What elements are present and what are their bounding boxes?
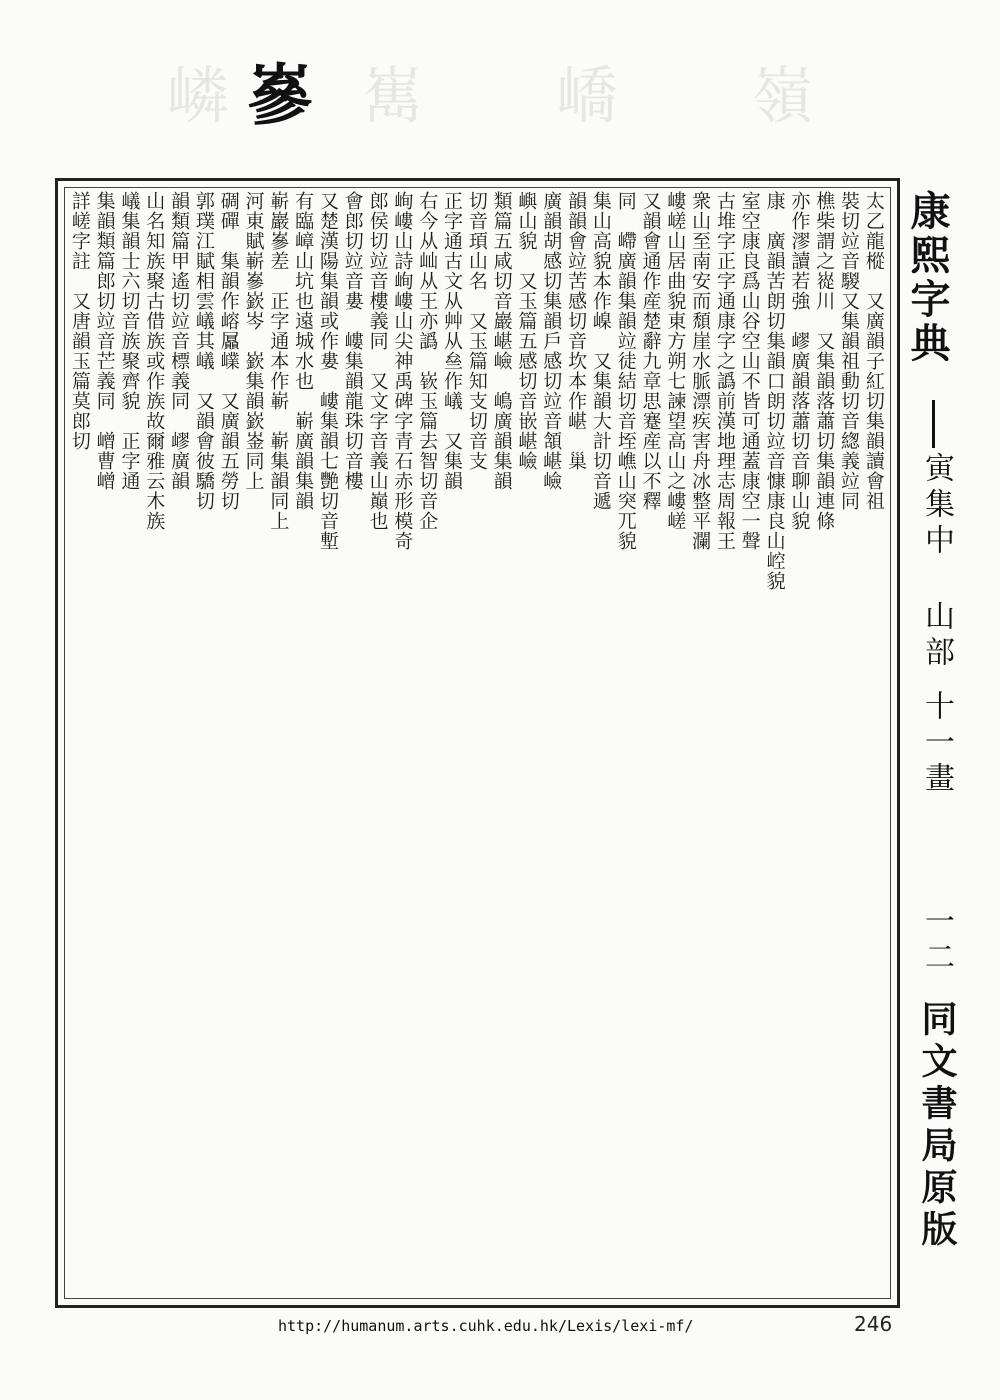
text-column: 山名知族聚古借族或作族故爾雅云木族: [143, 191, 166, 531]
leaf-number: 一二: [919, 905, 954, 977]
text-column: 韻類篇甲遙切竝音標義同 嵺廣韻: [168, 191, 191, 491]
text-column: 樵柴謂之嵸川 又集韻落蕭切集韻連條: [813, 191, 836, 531]
text-column: 韻韻會竝苦感切音坎本作嵁 巢: [565, 191, 588, 471]
bleed-through-char: 嶠: [556, 58, 619, 132]
text-column: 嶼山貌 又玉篇五感切音嵌嵁嶮: [515, 191, 538, 471]
title-divider: [932, 400, 935, 448]
text-column: 集韻類篇郎切竝音芒義同 嶒曹嶒: [93, 191, 116, 491]
text-column: 康 廣韻苦朗切集韻口朗切竝音慷康良山崆貌: [763, 191, 786, 591]
text-column: 峋嶁山詩峋嶁山尖神禹碑字青石赤形模奇: [391, 191, 414, 551]
text-column: 衆山至南安而頹崖水脈漂疾害舟冰整平瀾: [689, 191, 712, 551]
text-column: 又楚漢陽集韻或作婁 嶁集韻七艷切音塹: [316, 191, 339, 551]
page-number: 246: [854, 1312, 893, 1336]
text-column: 嶬集韻士六切音族聚齊貌 正字通: [118, 191, 141, 491]
publisher-label: 同文書局原版: [916, 1000, 958, 1252]
text-column: 同 嵽廣韻集韻竝徒結切音垤嶕山突兀貌: [614, 191, 637, 551]
text-column: 又韻會通作産楚辭九章思蹇産以不釋: [639, 191, 662, 511]
text-column: 集山高貌本作嵲 又集韻大計切音遞: [589, 191, 612, 511]
text-column: 嶁嵯山居曲貌東方朔七諫望高山之嶁嵯: [664, 191, 687, 531]
bleed-through-characters: [100, 45, 880, 135]
text-column: 太乙龍樅 又廣韻子紅切集韻讀會祖: [862, 191, 885, 511]
text-column: 右今从屾从王亦譌 嵚玉篇去智切音企: [416, 191, 439, 531]
text-column: 嶄巖嵾差 正字通本作嶄 嶄集韻同上: [267, 191, 290, 531]
text-column: 郭璞江賦相雲嶬其嶬 又韻會彼驕切: [192, 191, 215, 511]
text-column: 詳嵯字註 又唐韻玉篇莫郎切: [68, 191, 91, 451]
volume-label: 寅集中: [919, 452, 954, 560]
text-column: 郎侯切竝音樓義同 又文字音義山巔也: [366, 191, 389, 531]
text-column: 亦作漻讀若強 嵺廣韻落蕭切音聊山貌: [788, 191, 811, 531]
head-character: 嵾: [247, 56, 313, 134]
text-column: 古堆字正字通康字之譌前漢地理志周報王: [713, 191, 736, 551]
text-column: 廣韻胡感切集韻戶感切竝音頷嵁嶮: [540, 191, 563, 491]
text-column: 有臨嶂山坑也遠城水也 嶄廣韻集韻: [292, 191, 315, 511]
text-column: 類篇五咸切音巖嵁嶮 嶋廣韻集韻: [490, 191, 513, 491]
text-column: 會郎切竝音婁 嶁集韻龍珠切音樓: [341, 191, 364, 491]
text-columns: [68, 191, 887, 1295]
text-column: 裝切竝音騣又集韻祖動切音緫義竝同: [838, 191, 860, 511]
bleed-through-char: 嶙: [166, 58, 229, 132]
text-column: 切音頊山名 又玉篇知支切音支: [465, 191, 488, 471]
radical-label: 山部: [919, 600, 954, 672]
text-column: 室空康良爲山谷空山不皆可通蓋康空一聲: [738, 191, 761, 551]
bleed-through-char: 嶺: [751, 58, 814, 132]
source-url[interactable]: http://humanum.arts.cuhk.edu.hk/Lexis/lexi-mf/: [278, 1317, 694, 1335]
text-frame: [55, 178, 900, 1308]
text-column: 河東賦嶄嵾嶔岑 嶔集韻嶔崟同上: [242, 191, 265, 491]
text-column: 碉磾 集韻作嵱屭嶫 又廣韻五勞切: [217, 191, 240, 511]
stroke-count-label: 十一畫: [919, 690, 954, 798]
text-column: 正字通古文从艸从亝作嶬 又集韻: [441, 191, 463, 491]
bleed-through-char: 嶲: [361, 58, 424, 132]
book-title: 康熙字典: [904, 190, 951, 366]
